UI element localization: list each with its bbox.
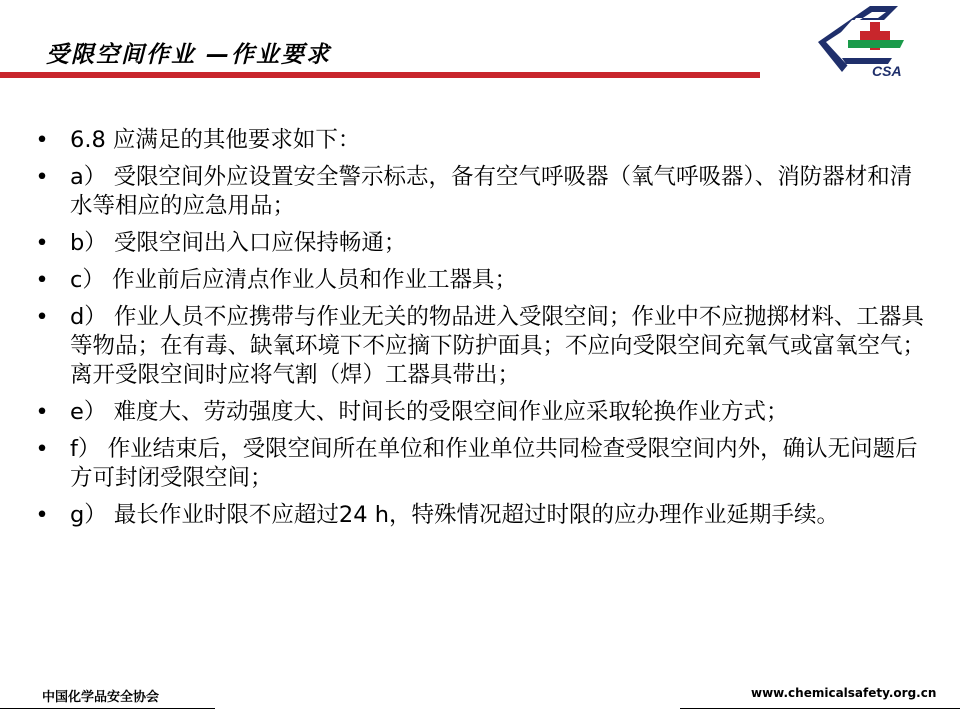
list-item-text: b） 受限空间出入口应保持畅通； bbox=[70, 230, 407, 256]
title-underline bbox=[0, 72, 760, 78]
list-item bbox=[32, 435, 932, 493]
list-item-text: d） 作业人员不应携带与作业无关的物品进入受限空间；作业中不应抛掷材料、工器具等物品；在有毒、缺氧环境下不应摘下防护面具；不应向受限空间充氧气或富氧空气；离开受限空间时应将气割（焊）工器具带出； bbox=[70, 304, 926, 388]
list-item-text: a） 受限空间外应设置安全警示标志，备有空气呼吸器（氧气呼吸器）、消防器材和清水等相应的应急用品； bbox=[70, 164, 913, 219]
bullet-symbol: • bbox=[35, 127, 49, 153]
list-item-text: e） 难度大、劳动强度大、时间长的受限空间作业应采取轮换作业方式； bbox=[70, 399, 789, 425]
list-item bbox=[32, 229, 932, 258]
list-item-text: f） 作业结束后，受限空间所在单位和作业单位共同检查受限空间内外，确认无问题后方可封闭受限空间； bbox=[70, 436, 918, 491]
logo-cross-horizontal bbox=[860, 31, 890, 41]
list-item bbox=[32, 303, 932, 390]
bullet-symbol: • bbox=[35, 304, 49, 330]
list-item-text: 6.8 应满足的其他要求如下： bbox=[70, 127, 361, 153]
list-item-text: c） 作业前后应清点作业人员和作业工器具； bbox=[70, 267, 518, 293]
list-item bbox=[32, 501, 932, 530]
logo-green-bar bbox=[848, 40, 904, 48]
footer-org-name: 中国化学品安全协会 bbox=[42, 690, 160, 705]
logo-text: CSA bbox=[872, 63, 902, 78]
list-item bbox=[32, 126, 932, 155]
footer-right-divider bbox=[680, 708, 960, 709]
list-item-text: g） 最长作业时限不应超过24 h，特殊情况超过时限的应办理作业延期手续。 bbox=[70, 502, 839, 528]
footer-left-divider bbox=[0, 708, 215, 709]
footer-website: www.chemicalsafety.org.cn bbox=[751, 686, 937, 700]
requirements-list bbox=[32, 126, 932, 538]
bullet-symbol: • bbox=[35, 399, 49, 425]
bullet-symbol: • bbox=[35, 267, 49, 293]
list-item bbox=[32, 266, 932, 295]
list-item bbox=[32, 163, 932, 221]
slide-title: 受限空间作业 —作业要求 bbox=[46, 42, 332, 68]
list-item bbox=[32, 398, 932, 427]
bullet-symbol: • bbox=[35, 502, 49, 528]
bullet-symbol: • bbox=[35, 436, 49, 462]
bullet-symbol: • bbox=[35, 164, 49, 190]
csa-logo bbox=[812, 2, 912, 78]
bullet-symbol: • bbox=[35, 230, 49, 256]
